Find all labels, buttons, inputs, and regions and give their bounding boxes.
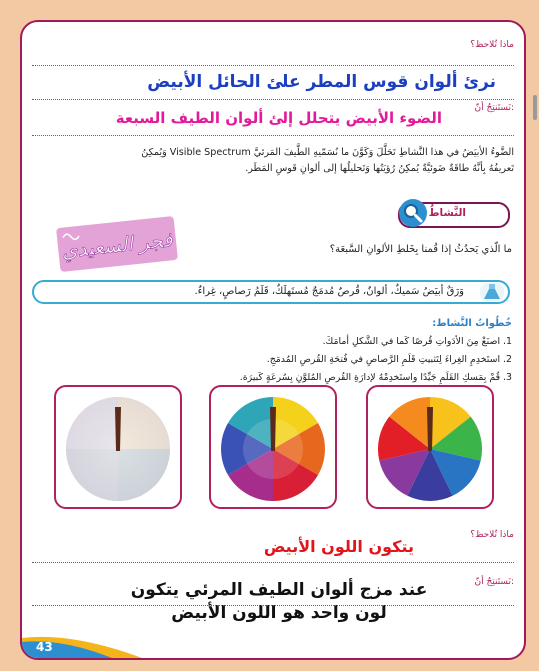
activity-label: النَّشاطُ <box>428 207 466 219</box>
answer-line <box>32 135 514 136</box>
materials-box <box>32 280 510 304</box>
handwritten-answer-observe-1: نرئ ألوان قوس المطر علئ الحائل الأبيض <box>147 72 496 92</box>
scrollbar-thumb[interactable] <box>533 95 537 120</box>
conclude-label-1: نَستَنتِجُ أنّ: <box>474 103 514 113</box>
paragraph-line: الضَّوءُ الأبيَضُ في هذا النَّشاطِ تَحَلَّلَ وَكَوَّنَ ما نُسَمّيهِ الطَّيفَ المَرئيَّ Visible Spectrum وَيُمكِنُ <box>141 147 514 158</box>
workbook-page <box>20 20 526 660</box>
handwritten-line: عند مزج ألوان الطيف المرئي يتكون <box>130 580 428 600</box>
paragraph-line: تَعريفُهُ بِأنَّهُ طاقَةٌ ضَوئيَّةٌ يُمكِنُ رُؤيَتُها وَتَحليلُها إلى ألوانِ قَوسِ المَطَر. <box>245 163 514 174</box>
observe-label-2: ماذا تُلاحظ؟ <box>470 530 514 540</box>
conclude-label-2: نَستَنتِجُ أنّ: <box>474 577 514 587</box>
materials-text: وَرَقٌ أبيَضُ سَميكٌ، ألوانٌ، قُرصٌ مُدمَجٌ مُستَهلَكٌ، قَلَمُ رَصاصٍ، غِراءٌ. <box>194 286 464 297</box>
handwritten-line: لون واحد هو اللون الأبيض <box>171 603 387 623</box>
step-item: 3. قُمْ بِمَسكِ القَلَمِ جَيِّدًا واستَخدِمْهُ لإدارَةِ القُرصِ المُلوَّنِ بِسُرعَةٍ كَبيرَة. <box>239 372 512 383</box>
disc-card-gradient <box>209 385 337 509</box>
handwritten-answer-conclude-2 <box>104 579 454 625</box>
observe-label-1: ماذا تُلاحظ؟ <box>470 40 514 50</box>
disc-card-white-blend <box>54 385 182 509</box>
signature-text: فجر السعيدي <box>60 227 174 263</box>
page-number: 43 <box>36 640 53 654</box>
magnifier-icon <box>398 198 428 228</box>
steps-title: خُطُواتُ النَّشاط: <box>432 318 512 329</box>
flask-icon <box>480 283 504 301</box>
step-item: 1. اصنَعْ مِنَ الأدَواتِ قُرصًا كَما في الشَّكلِ أمامَكَ. <box>322 336 512 347</box>
answer-line <box>32 65 514 66</box>
paragraph <box>28 145 514 177</box>
answer-line <box>32 99 514 100</box>
answer-line <box>32 562 514 563</box>
activity-question: ما الّذي يَحدُثُ إذا قُمنا بِخَلطِ الألوانِ السَّبعَة؟ <box>329 244 512 255</box>
disc-card-seven-colors <box>366 385 494 509</box>
answer-line <box>32 605 514 606</box>
signature-stamp <box>56 216 178 272</box>
handwritten-answer-observe-2: يتكون اللون الأبيض <box>263 537 414 556</box>
handwritten-answer-conclude-1: الضوء الأبيض يتحلل إلئ ألوان الطيف السبعة <box>115 109 442 127</box>
step-item: 2. استَخدِمِ الغِراءَ لِتَثبيتِ قَلَمِ الرَّصاصِ في فُتحَةِ القُرصِ المُدمَجِ. <box>266 354 512 365</box>
